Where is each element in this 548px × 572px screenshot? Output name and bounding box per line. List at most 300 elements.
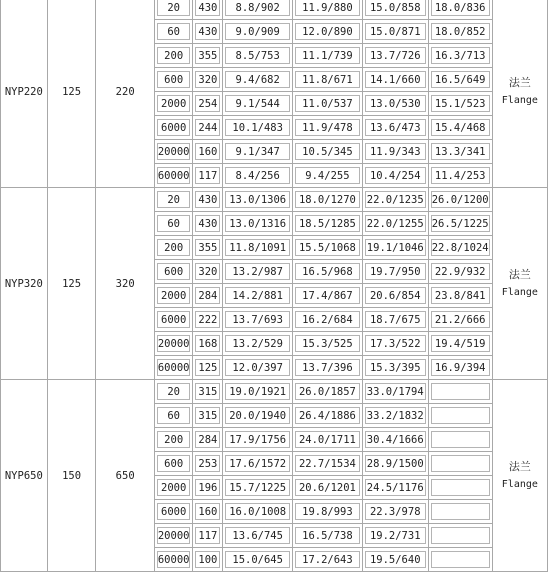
perf-cell-4 (428, 548, 492, 572)
cell-value: 18.0/836 (431, 0, 490, 16)
speed-cell (154, 140, 193, 164)
cell-value: 15.1/523 (431, 95, 490, 112)
cell-value: 20.6/854 (365, 287, 426, 304)
speed-cell (154, 500, 193, 524)
cell-value: 22.7/1534 (295, 455, 360, 472)
cell-value (431, 431, 490, 448)
cell-value (431, 503, 490, 520)
power-cell (193, 68, 223, 92)
perf-cell-4 (428, 284, 492, 308)
cell-value: 12.0/890 (295, 23, 360, 40)
perf-cell-3 (362, 0, 428, 20)
cell-value: 28.9/1500 (365, 455, 426, 472)
cell-value: 23.8/841 (431, 287, 490, 304)
cell-value: 16.0/1008 (225, 503, 290, 520)
cell-value: 320 (195, 71, 220, 88)
power-cell (193, 260, 223, 284)
perf-cell-1 (223, 68, 293, 92)
perf-cell-1 (223, 380, 293, 404)
cell-value: 60 (157, 23, 191, 40)
cell-value: 9.1/544 (225, 95, 290, 112)
perf-cell-3 (362, 236, 428, 260)
cell-value: 12.0/397 (225, 359, 290, 376)
perf-cell-4 (428, 0, 492, 20)
power-cell (193, 92, 223, 116)
cell-value: 100 (195, 551, 220, 568)
perf-cell-3 (362, 284, 428, 308)
perf-cell-3 (362, 548, 428, 572)
power-cell (193, 44, 223, 68)
cell-value: 21.2/666 (431, 311, 490, 328)
perf-cell-1 (223, 452, 293, 476)
power-cell (193, 20, 223, 44)
cell-value: 24.0/1711 (295, 431, 360, 448)
power-cell (193, 380, 223, 404)
perf-cell-1 (223, 332, 293, 356)
cell-value: 10.5/345 (295, 143, 360, 160)
cell-value: 15.0/645 (225, 551, 290, 568)
perf-cell-3 (362, 140, 428, 164)
cell-value: 11.8/1091 (225, 239, 290, 256)
cell-value: 284 (195, 287, 220, 304)
cell-value: 16.3/713 (431, 47, 490, 64)
cell-value: 33.2/1832 (365, 407, 426, 424)
cell-value: 16.9/394 (431, 359, 490, 376)
speed-cell (154, 428, 193, 452)
power-cell (193, 500, 223, 524)
perf-cell-4 (428, 476, 492, 500)
cell-value: 315 (195, 383, 220, 400)
cell-value: 9.0/909 (225, 23, 290, 40)
perf-cell-4 (428, 164, 492, 188)
power-cell (193, 140, 223, 164)
perf-cell-1 (223, 212, 293, 236)
perf-cell-4 (428, 140, 492, 164)
cell-value: 9.4/255 (295, 167, 360, 184)
cell-value: 355 (195, 47, 220, 64)
cell-value: 200 (157, 431, 191, 448)
perf-cell-4 (428, 380, 492, 404)
perf-cell-3 (362, 452, 428, 476)
cell-value: 315 (195, 407, 220, 424)
perf-cell-3 (362, 332, 428, 356)
cell-value: 600 (157, 263, 191, 280)
perf-cell-2 (293, 92, 363, 116)
cell-value: 20 (157, 383, 191, 400)
perf-cell-2 (293, 476, 363, 500)
power-cell (193, 308, 223, 332)
table-row (1, 380, 548, 404)
cell-value: 8.5/753 (225, 47, 290, 64)
perf-cell-1 (223, 140, 293, 164)
cell-value: 13.7/396 (295, 359, 360, 376)
cell-value: 160 (195, 503, 220, 520)
power-cell (193, 452, 223, 476)
cell-value: 355 (195, 239, 220, 256)
perf-cell-3 (362, 404, 428, 428)
perf-cell-2 (293, 428, 363, 452)
power-cell (193, 212, 223, 236)
cell-value: 13.0/530 (365, 95, 426, 112)
perf-cell-4 (428, 452, 492, 476)
cell-value: 22.9/932 (431, 263, 490, 280)
cell-value: 9.1/347 (225, 143, 290, 160)
perf-cell-2 (293, 212, 363, 236)
perf-cell-1 (223, 500, 293, 524)
cell-value: 8.4/256 (225, 167, 290, 184)
perf-cell-1 (223, 308, 293, 332)
perf-cell-1 (223, 164, 293, 188)
perf-cell-2 (293, 0, 363, 20)
perf-cell-4 (428, 116, 492, 140)
perf-cell-4 (428, 500, 492, 524)
perf-cell-2 (293, 20, 363, 44)
cell-value: 15.5/1068 (295, 239, 360, 256)
connection-type-cell (492, 380, 547, 572)
cell-value: 254 (195, 95, 220, 112)
speed-cell (154, 0, 193, 20)
speed-cell (154, 380, 193, 404)
perf-cell-1 (223, 524, 293, 548)
perf-cell-3 (362, 260, 428, 284)
cell-value: 20000 (157, 527, 191, 544)
cell-value: 125 (195, 359, 220, 376)
cell-value: 160 (195, 143, 220, 160)
cell-value: 20 (157, 0, 191, 16)
cell-value: 15.0/871 (365, 23, 426, 40)
cell-value: 19.4/519 (431, 335, 490, 352)
cell-value: 33.0/1794 (365, 383, 426, 400)
cell-value: 13.6/473 (365, 119, 426, 136)
cell-value: 20 (157, 191, 191, 208)
perf-cell-1 (223, 0, 293, 20)
speed-cell (154, 236, 193, 260)
cell-value: 600 (157, 455, 191, 472)
perf-cell-3 (362, 188, 428, 212)
cell-value (431, 455, 490, 472)
cell-value: 17.4/867 (295, 287, 360, 304)
speed-cell (154, 260, 193, 284)
cell-value: 13.6/745 (225, 527, 290, 544)
cell-value: 11.0/537 (295, 95, 360, 112)
power-cell (193, 524, 223, 548)
cell-value: 2000 (157, 479, 191, 496)
perf-cell-3 (362, 212, 428, 236)
power-cell (193, 356, 223, 380)
perf-cell-3 (362, 20, 428, 44)
speed-cell (154, 284, 193, 308)
cell-value: 19.7/950 (365, 263, 426, 280)
speed-cell (154, 20, 193, 44)
perf-cell-2 (293, 116, 363, 140)
perf-cell-1 (223, 284, 293, 308)
cell-value: 20000 (157, 143, 191, 160)
perf-cell-3 (362, 44, 428, 68)
cell-value: 19.1/1046 (365, 239, 426, 256)
perf-cell-4 (428, 236, 492, 260)
cell-value: 30.4/1666 (365, 431, 426, 448)
cell-value: 18.0/852 (431, 23, 490, 40)
cell-value (431, 407, 490, 424)
cell-value: 6000 (157, 503, 191, 520)
cell-value: 196 (195, 479, 220, 496)
perf-cell-1 (223, 236, 293, 260)
cell-value: 244 (195, 119, 220, 136)
perf-cell-1 (223, 260, 293, 284)
cell-value: 19.8/993 (295, 503, 360, 520)
perf-cell-4 (428, 92, 492, 116)
perf-cell-2 (293, 68, 363, 92)
perf-cell-2 (293, 332, 363, 356)
perf-cell-1 (223, 356, 293, 380)
perf-cell-3 (362, 308, 428, 332)
speed-cell (154, 404, 193, 428)
cell-value: 9.4/682 (225, 71, 290, 88)
table-row (1, 0, 548, 20)
model-cell: NYP650 (1, 380, 48, 572)
cell-value (431, 479, 490, 496)
perf-cell-2 (293, 44, 363, 68)
speed-cell (154, 212, 193, 236)
cell-value: 60000 (157, 167, 191, 184)
cell-value: 20000 (157, 335, 191, 352)
perf-cell-3 (362, 92, 428, 116)
perf-cell-3 (362, 428, 428, 452)
cell-value: 2000 (157, 95, 191, 112)
perf-cell-1 (223, 116, 293, 140)
cell-value: 13.7/693 (225, 311, 290, 328)
cell-value: 200 (157, 47, 191, 64)
perf-cell-2 (293, 284, 363, 308)
speed-cell (154, 44, 193, 68)
perf-cell-2 (293, 260, 363, 284)
cell-value: 13.2/987 (225, 263, 290, 280)
cell-value: 16.5/738 (295, 527, 360, 544)
speed-cell (154, 476, 193, 500)
cell-value: 320 (195, 263, 220, 280)
perf-cell-3 (362, 68, 428, 92)
cell-value: 117 (195, 167, 220, 184)
cell-value: 60 (157, 407, 191, 424)
cell-value: 24.5/1176 (365, 479, 426, 496)
cell-value: 22.0/1235 (365, 191, 426, 208)
table-row (1, 188, 548, 212)
perf-cell-4 (428, 308, 492, 332)
speed-cell (154, 524, 193, 548)
perf-cell-2 (293, 452, 363, 476)
perf-cell-2 (293, 140, 363, 164)
cell-value: 17.3/522 (365, 335, 426, 352)
cell-value: 11.9/343 (365, 143, 426, 160)
power-cell (193, 476, 223, 500)
cell-value (431, 551, 490, 568)
power-cell (193, 284, 223, 308)
perf-cell-2 (293, 404, 363, 428)
perf-cell-2 (293, 548, 363, 572)
value-b-cell: 220 (96, 0, 154, 188)
perf-cell-1 (223, 44, 293, 68)
connection-type-cn: 法兰 (508, 75, 531, 89)
cell-value: 253 (195, 455, 220, 472)
connection-type-cell (492, 0, 547, 188)
cell-value: 6000 (157, 119, 191, 136)
perf-cell-2 (293, 308, 363, 332)
cell-value: 11.8/671 (295, 71, 360, 88)
connection-type-cell (492, 188, 547, 380)
value-a-cell: 150 (47, 380, 96, 572)
cell-value: 13.0/1306 (225, 191, 290, 208)
value-a-cell: 125 (47, 188, 96, 380)
cell-value: 11.4/253 (431, 167, 490, 184)
perf-cell-1 (223, 92, 293, 116)
power-cell (193, 164, 223, 188)
perf-cell-4 (428, 68, 492, 92)
power-cell (193, 548, 223, 572)
perf-cell-3 (362, 500, 428, 524)
cell-value: 168 (195, 335, 220, 352)
perf-cell-1 (223, 20, 293, 44)
perf-cell-2 (293, 356, 363, 380)
cell-value: 16.5/649 (431, 71, 490, 88)
cell-value: 26.4/1886 (295, 407, 360, 424)
perf-cell-4 (428, 212, 492, 236)
cell-value: 222 (195, 311, 220, 328)
speed-cell (154, 116, 193, 140)
cell-value: 13.0/1316 (225, 215, 290, 232)
cell-value: 600 (157, 71, 191, 88)
cell-value: 11.1/739 (295, 47, 360, 64)
perf-cell-3 (362, 116, 428, 140)
value-b-cell: 650 (96, 380, 154, 572)
cell-value: 60000 (157, 359, 191, 376)
power-cell (193, 236, 223, 260)
perf-cell-4 (428, 188, 492, 212)
cell-value: 2000 (157, 287, 191, 304)
cell-value: 15.3/525 (295, 335, 360, 352)
speed-cell (154, 452, 193, 476)
perf-cell-1 (223, 404, 293, 428)
cell-value: 60000 (157, 551, 191, 568)
cell-value: 16.2/684 (295, 311, 360, 328)
perf-cell-2 (293, 164, 363, 188)
cell-value: 22.8/1024 (431, 239, 490, 256)
cell-value: 8.8/902 (225, 0, 290, 16)
cell-value: 11.9/478 (295, 119, 360, 136)
cell-value: 14.2/881 (225, 287, 290, 304)
cell-value: 10.1/483 (225, 119, 290, 136)
cell-value: 200 (157, 239, 191, 256)
value-b-cell: 320 (96, 188, 154, 380)
cell-value: 6000 (157, 311, 191, 328)
perf-cell-4 (428, 332, 492, 356)
cell-value: 20.0/1940 (225, 407, 290, 424)
cell-value: 15.0/858 (365, 0, 426, 16)
cell-value: 26.0/1200 (431, 191, 490, 208)
cell-value: 430 (195, 191, 220, 208)
cell-value: 13.7/726 (365, 47, 426, 64)
cell-value: 20.6/1201 (295, 479, 360, 496)
cell-value: 11.9/880 (295, 0, 360, 16)
cell-value: 22.3/978 (365, 503, 426, 520)
cell-value: 430 (195, 215, 220, 232)
cell-value: 14.1/660 (365, 71, 426, 88)
perf-cell-1 (223, 548, 293, 572)
perf-cell-2 (293, 236, 363, 260)
speed-cell (154, 548, 193, 572)
cell-value: 18.5/1285 (295, 215, 360, 232)
speed-cell (154, 308, 193, 332)
cell-value: 15.4/468 (431, 119, 490, 136)
cell-value: 17.6/1572 (225, 455, 290, 472)
perf-cell-4 (428, 356, 492, 380)
speed-cell (154, 92, 193, 116)
cell-value: 18.0/1270 (295, 191, 360, 208)
power-cell (193, 404, 223, 428)
cell-value: 16.5/968 (295, 263, 360, 280)
speed-cell (154, 188, 193, 212)
power-cell (193, 116, 223, 140)
cell-value: 19.0/1921 (225, 383, 290, 400)
connection-type-en: Flange (501, 478, 538, 490)
cell-value: 22.0/1255 (365, 215, 426, 232)
speed-cell (154, 68, 193, 92)
perf-cell-1 (223, 188, 293, 212)
perf-cell-4 (428, 428, 492, 452)
perf-cell-3 (362, 476, 428, 500)
perf-cell-2 (293, 524, 363, 548)
cell-value: 15.3/395 (365, 359, 426, 376)
perf-cell-4 (428, 260, 492, 284)
cell-value: 17.9/1756 (225, 431, 290, 448)
cell-value: 17.2/643 (295, 551, 360, 568)
power-cell (193, 0, 223, 20)
perf-cell-4 (428, 404, 492, 428)
cell-value: 19.2/731 (365, 527, 426, 544)
perf-cell-2 (293, 380, 363, 404)
power-cell (193, 188, 223, 212)
perf-cell-4 (428, 44, 492, 68)
perf-cell-3 (362, 164, 428, 188)
cell-value: 60 (157, 215, 191, 232)
speed-cell (154, 332, 193, 356)
speed-cell (154, 356, 193, 380)
connection-type-en: Flange (501, 286, 538, 298)
perf-cell-4 (428, 524, 492, 548)
cell-value (431, 383, 490, 400)
connection-type-cn: 法兰 (508, 459, 531, 473)
cell-value: 430 (195, 23, 220, 40)
power-cell (193, 332, 223, 356)
cell-value: 13.2/529 (225, 335, 290, 352)
speed-cell (154, 164, 193, 188)
value-a-cell: 125 (47, 0, 96, 188)
cell-value: 18.7/675 (365, 311, 426, 328)
connection-type-cn: 法兰 (508, 267, 531, 281)
perf-cell-3 (362, 356, 428, 380)
cell-value: 26.0/1857 (295, 383, 360, 400)
perf-cell-1 (223, 428, 293, 452)
cell-value: 15.7/1225 (225, 479, 290, 496)
cell-value: 19.5/640 (365, 551, 426, 568)
cell-value: 13.3/341 (431, 143, 490, 160)
perf-cell-1 (223, 476, 293, 500)
perf-cell-3 (362, 380, 428, 404)
model-cell: NYP320 (1, 188, 48, 380)
power-cell (193, 428, 223, 452)
cell-value: 26.5/1225 (431, 215, 490, 232)
perf-cell-4 (428, 20, 492, 44)
perf-cell-3 (362, 524, 428, 548)
